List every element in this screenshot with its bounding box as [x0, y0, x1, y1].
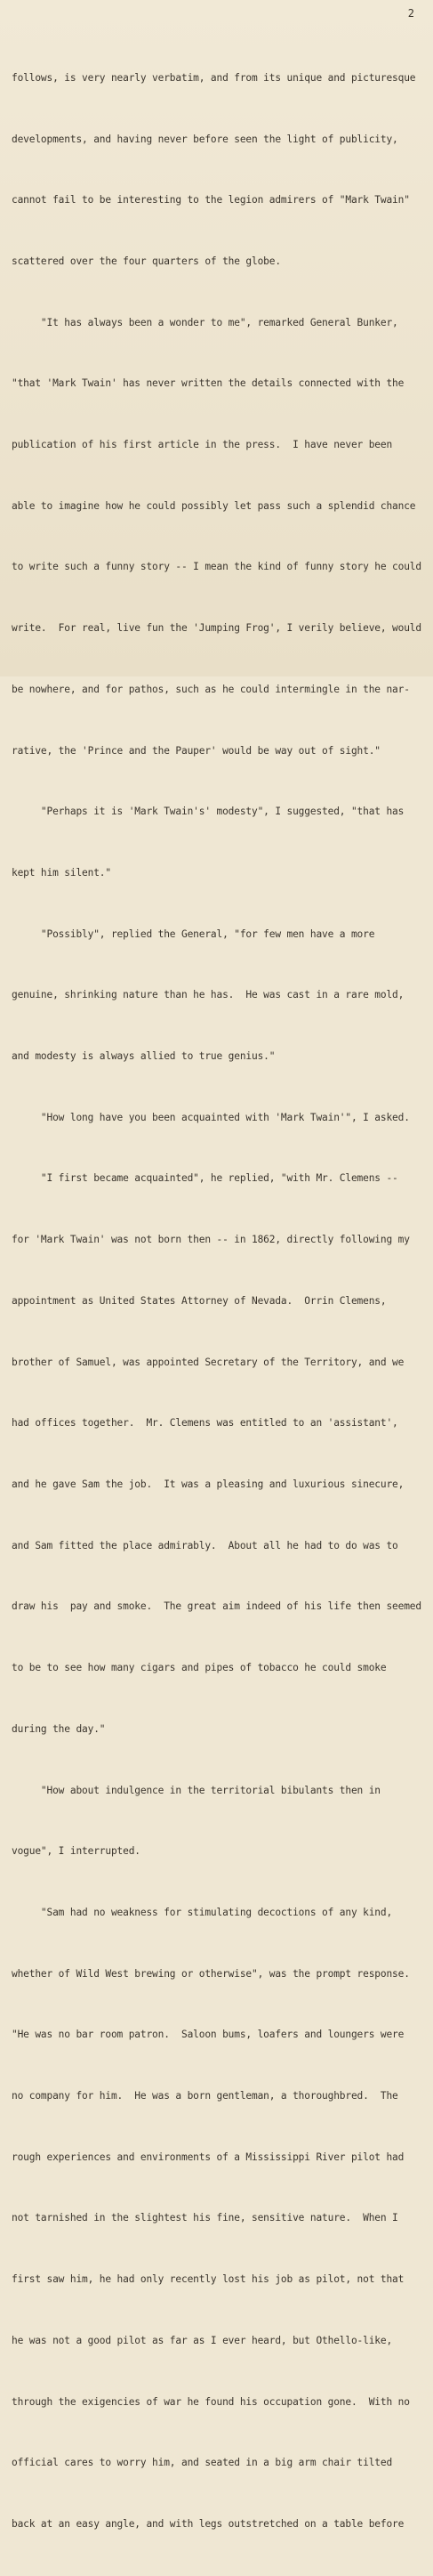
text-line: had offices together. Mr. Clemens was entitled to an 'assistant', — [12, 1417, 398, 1430]
text-line: "It has always been a wonder to me", remarked General Bunker, — [12, 316, 398, 328]
text-line: whether of Wild West brewing or otherwise", was the prompt response. — [12, 1967, 410, 1980]
text-line: able to imagine how he could possibly let pass such a splendid chance — [12, 499, 416, 512]
text-line: "Sam had no weakness for stimulating decoctions of any kind, — [12, 1906, 393, 1918]
text-line: "that 'Mark Twain' has never written the details connected with the — [12, 377, 405, 390]
text-line: he was not a good pilot as far as I ever heard, but Othello-like, — [12, 2334, 393, 2346]
text-line: to write such a funny story -- I mean the kind of funny story he could — [12, 561, 421, 573]
text-line: rative, the 'Prince and the Pauper' would be way out of sight." — [12, 744, 381, 757]
text-line: "I first became acquainted", he replied, "with Mr. Clemens -- — [12, 1172, 398, 1185]
text-line: no company for him. He was a born gentleman, a thoroughbred. The — [12, 2090, 398, 2102]
text-line: appointment as United States Attorney of Nevada. Orrin Clemens, — [12, 1294, 387, 1307]
text-line: "He was no bar room patron. Saloon bums, loafers and loungers were — [12, 2029, 405, 2041]
text-line: genuine, shrinking nature than he has. He was cast in a rare mold, — [12, 989, 405, 1001]
text-line: "Perhaps it is 'Mark Twain's' modesty", I suggested, "that has — [12, 806, 405, 818]
text-line: scattered over the four quarters of the globe. — [12, 255, 281, 267]
text-line: "How about indulgence in the territorial bibulants then in — [12, 1784, 381, 1796]
text-line: be nowhere, and for pathos, such as he could intermingle in the nar- — [12, 683, 410, 695]
text-line: rough experiences and environments of a Mississippi River pilot had — [12, 2151, 405, 2163]
text-line: write. For real, live fun the 'Jumping Frog', I verily believe, would — [12, 622, 421, 635]
text-line: follows, is very nearly verbatim, and from its unique and picturesque — [12, 71, 416, 84]
text-line: not tarnished in the slightest his fine, sensitive nature. When I — [12, 2212, 398, 2224]
text-line: first saw him, he had only recently lost his job as pilot, not that — [12, 2273, 405, 2286]
text-line: brother of Samuel, was appointed Secretary of the Territory, and we — [12, 1356, 405, 1368]
page-number: 2 — [407, 7, 414, 20]
text-line: back at an easy angle, and with legs outstretched on a table before — [12, 2517, 405, 2530]
text-line: official cares to worry him, and seated in a big arm chair tilted — [12, 2457, 393, 2469]
text-line: for 'Mark Twain' was not born then -- in 1862, directly following my — [12, 1234, 410, 1246]
text-line: "How long have you been acquainted with 'Mark Twain'", I asked. — [12, 1111, 410, 1123]
text-line: through the exigencies of war he found his occupation gone. With no — [12, 2395, 410, 2408]
text-line: developments, and having never before seen the light of publicity, — [12, 133, 398, 145]
text-line: and he gave Sam the job. It was a pleasing and luxurious sinecure, — [12, 1478, 405, 1490]
text-line: "Possibly", replied the General, "for few men have a more — [12, 928, 375, 940]
text-line: cannot fail to be interesting to the legion admirers of "Mark Twain" — [12, 194, 410, 207]
text-line: and Sam fitted the place admirably. About all he had to do was to — [12, 1539, 398, 1551]
text-line: publication of his first article in the press. I have never been — [12, 439, 393, 451]
text-line: and modesty is always allied to true genius." — [12, 1050, 276, 1063]
text-line: to be to see how many cigars and pipes of tobacco he could smoke — [12, 1662, 387, 1674]
text-line: during the day." — [12, 1722, 106, 1735]
typed-text-body — [12, 28, 429, 2576]
text-line: draw his pay and smoke. The great aim indeed of his life then seemed — [12, 1600, 421, 1613]
text-line: vogue", I interrupted. — [12, 1845, 140, 1858]
text-line: kept him silent." — [12, 866, 111, 879]
